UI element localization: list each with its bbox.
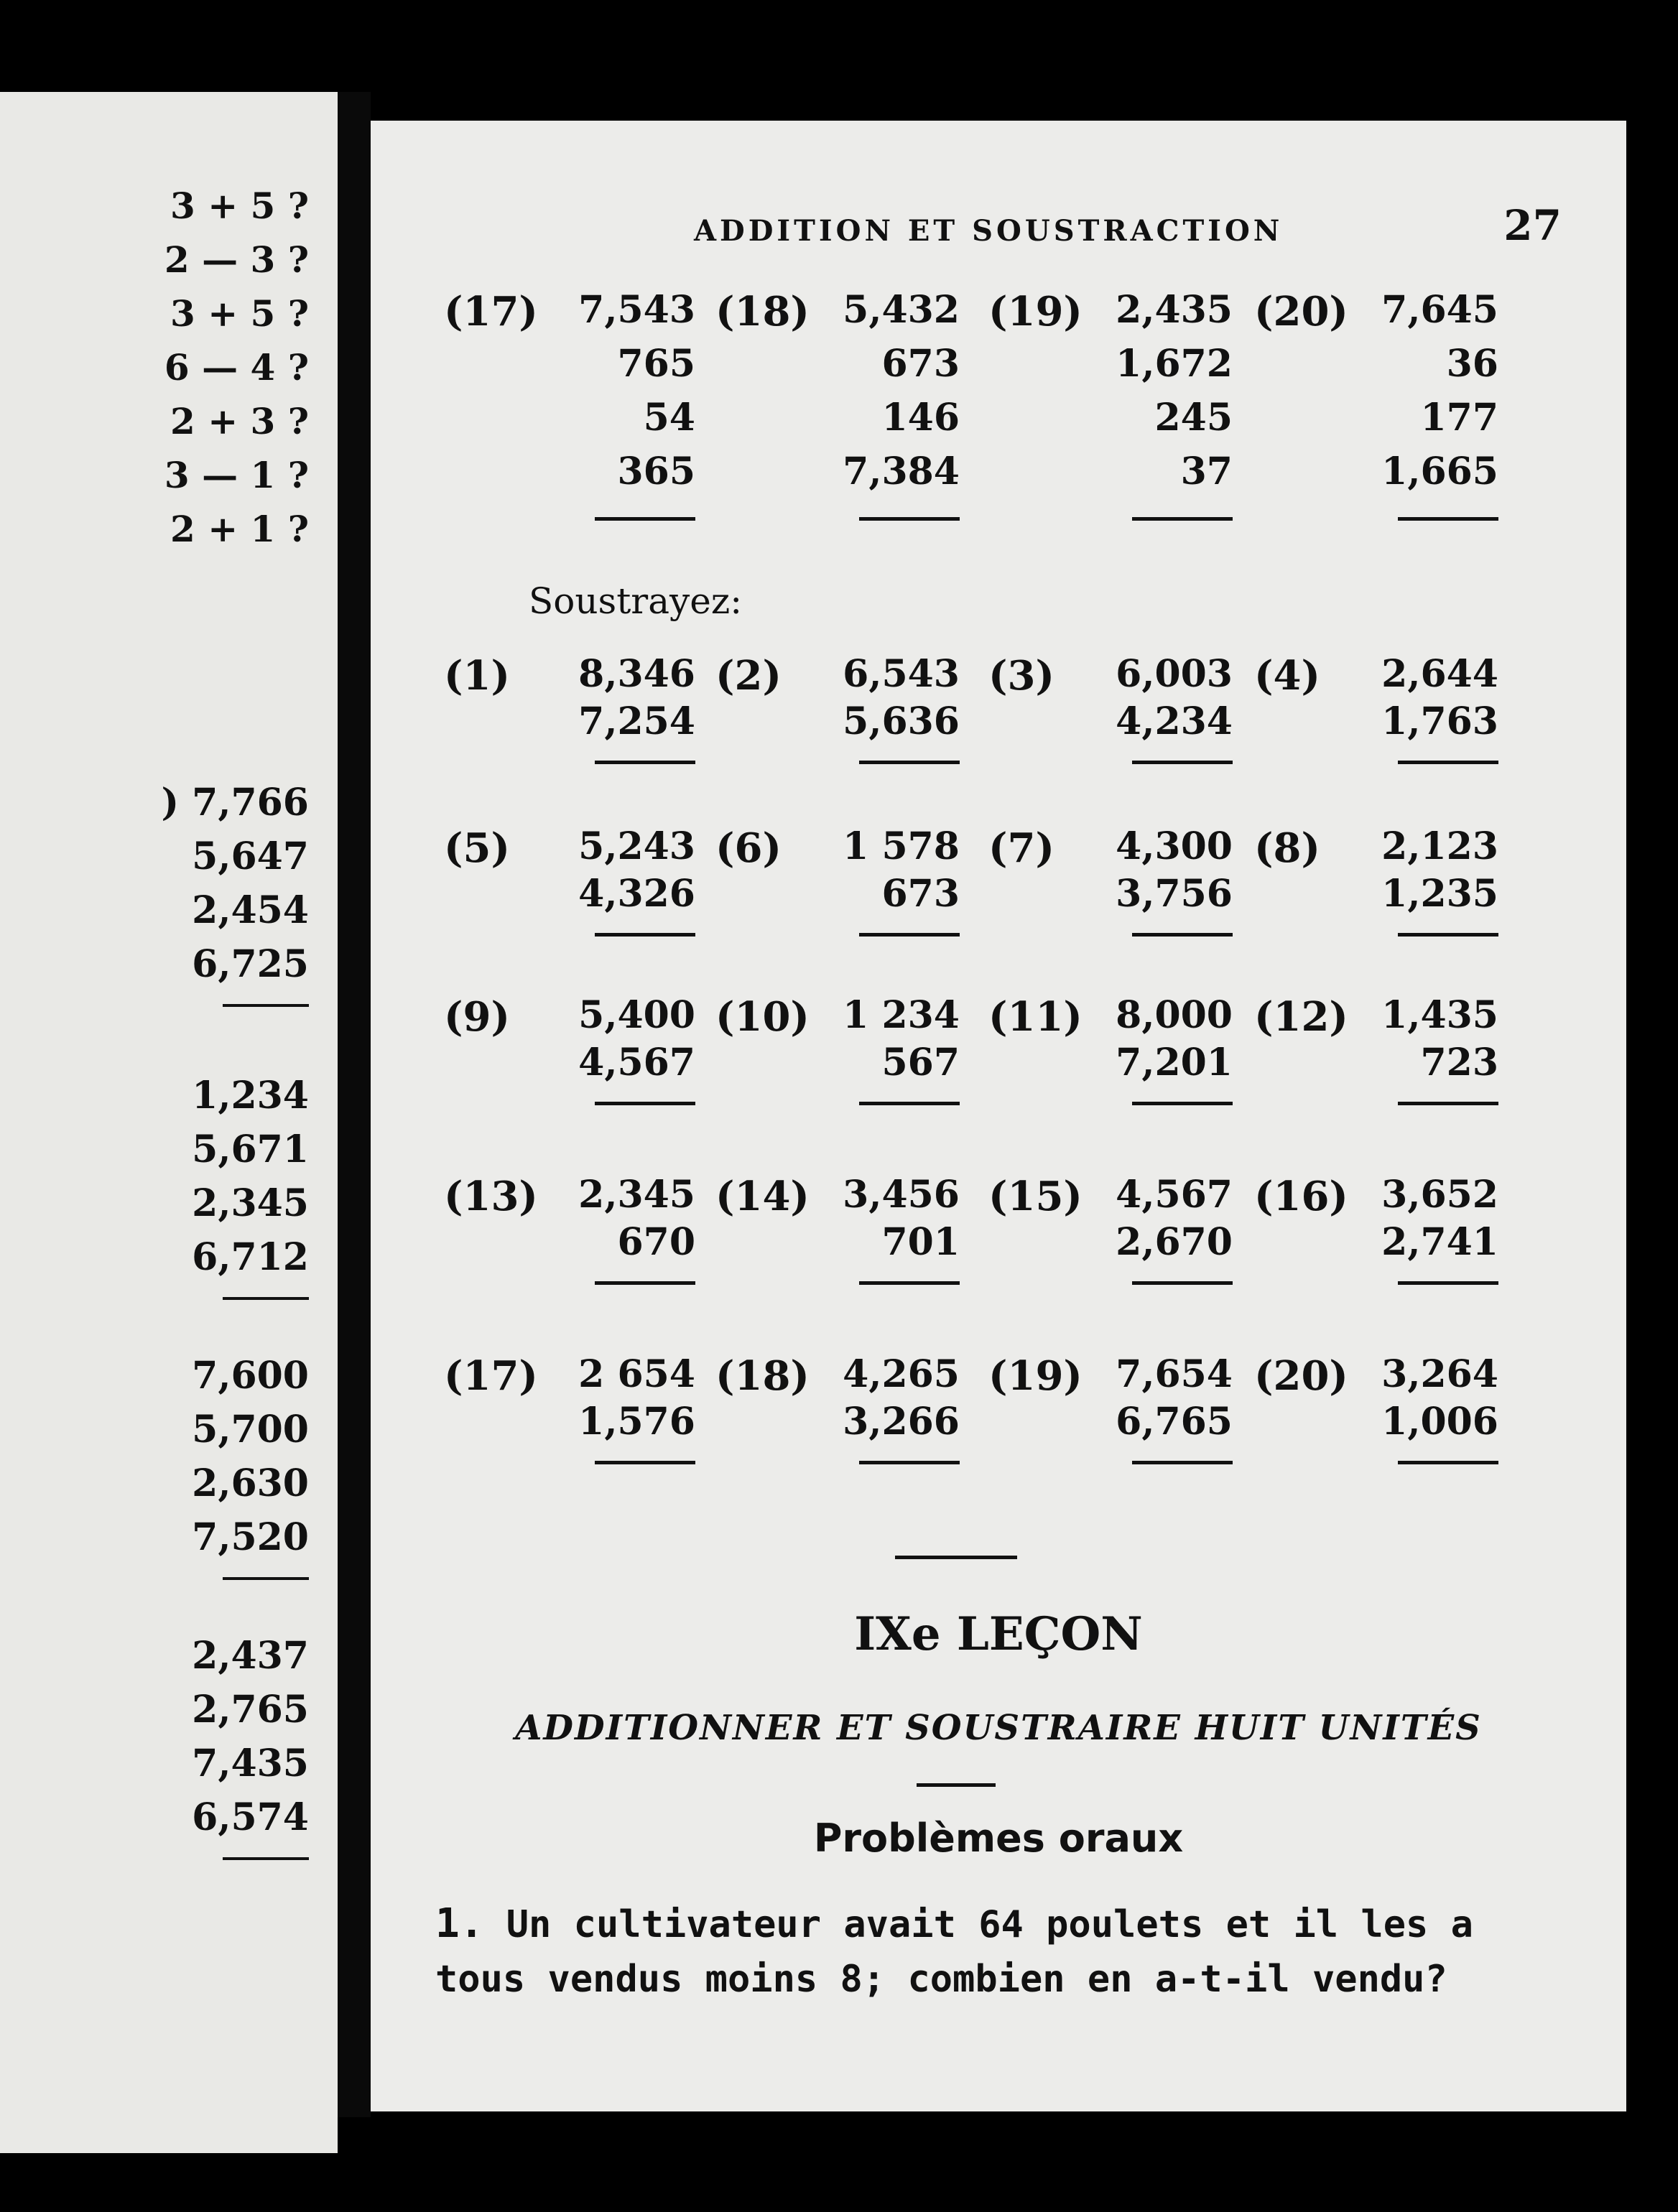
left-number: 2,765 [192, 1688, 309, 1732]
subtraction-problem [1254, 1352, 1498, 1479]
problem-operand: 245 [1154, 396, 1233, 440]
problem-operand: 7,201 [1116, 1041, 1233, 1084]
problem-operand: 4,326 [578, 872, 695, 916]
problem-operand: 365 [617, 450, 695, 493]
problem-operand: 3,266 [843, 1400, 960, 1444]
problem-operand: 146 [881, 396, 960, 440]
problem-operand: 2,670 [1116, 1220, 1233, 1264]
addition-problem [988, 288, 1233, 536]
problem-number: (3) [988, 652, 1054, 700]
problem-operand: 2,435 [1116, 288, 1233, 332]
left-number: 6,712 [192, 1235, 309, 1279]
section-heading: Problèmes oraux [813, 1816, 1184, 1861]
oral-problem-1 [435, 1895, 1556, 2007]
problem-operand: 7,654 [1116, 1352, 1233, 1396]
result-rule [859, 1461, 960, 1464]
subtraction-problem [715, 824, 960, 952]
problem-text: Un cultivateur avait 64 poulets et il les a tous vendus moins 8; combien en a-t-il vendu? [435, 1903, 1473, 2002]
left-number: 2,630 [192, 1462, 309, 1505]
problem-operand: 5,400 [578, 993, 695, 1037]
problem-number: (1) [444, 652, 510, 700]
subtraction-problem [444, 824, 695, 952]
left-oral-line: 3 — 1 ? [164, 454, 309, 496]
result-rule [1132, 517, 1233, 521]
problem-operand: 37 [1180, 450, 1233, 493]
result-rule [1398, 1461, 1498, 1464]
left-number: ) 7,766 [161, 781, 309, 824]
problem-operand: 6,543 [843, 652, 960, 696]
left-oral-line: 2 + 1 ? [170, 508, 309, 550]
problem-number: (2) [715, 652, 782, 700]
problem-number: (20) [1254, 288, 1348, 335]
page-27 [371, 121, 1626, 2111]
left-sum-rule [223, 1297, 309, 1300]
problem-operand: 670 [617, 1220, 695, 1264]
result-rule [1132, 933, 1233, 937]
addition-problem [444, 288, 695, 536]
result-rule [595, 517, 695, 521]
problem-operand: 2,345 [578, 1173, 695, 1217]
lesson-subtitle: ADDITIONNER ET SOUSTRAIRE HUIT UNITÉS [515, 1708, 1482, 1748]
left-number: 2,345 [192, 1181, 309, 1225]
subtitle-rule [917, 1783, 996, 1787]
problem-number: (19) [988, 288, 1083, 335]
problem-operand: 673 [881, 342, 960, 386]
problem-operand: 6,765 [1116, 1400, 1233, 1444]
problem-operand: 4,234 [1116, 700, 1233, 743]
result-rule [1132, 1461, 1233, 1464]
result-rule [1398, 761, 1498, 764]
left-number: 5,647 [192, 835, 309, 878]
problem-number: (10) [715, 993, 810, 1041]
problem-number: (14) [715, 1173, 810, 1220]
problem-operand: 7,543 [578, 288, 695, 332]
result-rule [1398, 517, 1498, 521]
problem-number: (16) [1254, 1173, 1348, 1220]
problem-operand: 1,665 [1381, 450, 1498, 493]
problem-operand: 1,235 [1381, 872, 1498, 916]
problem-operand: 5,432 [843, 288, 960, 332]
left-number: 7,520 [192, 1515, 309, 1559]
subtraction-problem [1254, 824, 1498, 952]
left-oral-line: 3 + 5 ? [170, 185, 309, 227]
problem-operand: 3,652 [1381, 1173, 1498, 1217]
problem-number: (12) [1254, 993, 1348, 1041]
problem-operand: 673 [881, 872, 960, 916]
problem-operand: 8,346 [578, 652, 695, 696]
result-rule [1398, 1281, 1498, 1285]
left-number: 6,574 [192, 1795, 309, 1839]
problem-operand: 2,123 [1381, 824, 1498, 868]
problem-number: (11) [988, 993, 1083, 1041]
subtraction-problem [444, 652, 695, 779]
subtract-instruction: Soustrayez: [529, 580, 743, 622]
result-rule [595, 761, 695, 764]
result-rule [1132, 1102, 1233, 1105]
result-rule [595, 1102, 695, 1105]
left-number: 2,454 [192, 888, 309, 932]
problem-operand: 4,567 [1116, 1173, 1233, 1217]
problem-number: (15) [988, 1173, 1083, 1220]
left-number: 5,700 [192, 1408, 309, 1451]
lesson-title: IXe LEÇON [854, 1607, 1143, 1661]
subtraction-problem [444, 1352, 695, 1479]
problem-number: 1. [435, 1900, 484, 1947]
problem-operand: 3,264 [1381, 1352, 1498, 1396]
subtraction-problem [1254, 993, 1498, 1120]
left-number: 7,435 [192, 1742, 309, 1785]
problem-operand: 177 [1420, 396, 1498, 440]
problem-operand: 1,435 [1381, 993, 1498, 1037]
problem-operand: 723 [1420, 1041, 1498, 1084]
problem-number: (8) [1254, 824, 1320, 872]
problem-operand: 36 [1446, 342, 1498, 386]
addition-problem [1254, 288, 1498, 536]
result-rule [859, 1281, 960, 1285]
subtraction-problem [1254, 652, 1498, 779]
problem-operand: 1 578 [843, 824, 960, 868]
problem-operand: 2 654 [578, 1352, 695, 1396]
problem-number: (4) [1254, 652, 1320, 700]
result-rule [595, 933, 695, 937]
subtraction-problem [444, 1173, 695, 1300]
problem-operand: 567 [881, 1041, 960, 1084]
problem-number: (5) [444, 824, 510, 872]
problem-number: (19) [988, 1352, 1083, 1400]
problem-operand: 1 234 [843, 993, 960, 1037]
result-rule [1398, 933, 1498, 937]
result-rule [859, 1102, 960, 1105]
problem-operand: 1,576 [578, 1400, 695, 1444]
left-oral-line: 3 + 5 ? [170, 292, 309, 335]
subtraction-problem [988, 1352, 1233, 1479]
problem-operand: 8,000 [1116, 993, 1233, 1037]
left-oral-line: 2 + 3 ? [170, 400, 309, 442]
left-sum-rule [223, 1004, 309, 1007]
result-rule [859, 517, 960, 521]
problem-operand: 4,300 [1116, 824, 1233, 868]
problem-operand: 6,003 [1116, 652, 1233, 696]
problem-number: (17) [444, 288, 538, 335]
left-sum-rule [223, 1857, 309, 1860]
left-number: 1,234 [192, 1074, 309, 1117]
left-number: 5,671 [192, 1128, 309, 1171]
left-sum-rule [223, 1577, 309, 1580]
left-oral-line: 2 — 3 ? [164, 238, 309, 281]
problem-operand: 54 [643, 396, 695, 440]
result-rule [859, 761, 960, 764]
problem-operand: 765 [617, 342, 695, 386]
problem-operand: 3,756 [1116, 872, 1233, 916]
subtraction-problem [715, 1352, 960, 1479]
problem-operand: 5,243 [578, 824, 695, 868]
left-number: 6,725 [192, 942, 309, 986]
problem-number: (18) [715, 288, 810, 335]
subtraction-problem [444, 993, 695, 1120]
problem-operand: 7,384 [843, 450, 960, 493]
divider-rule [895, 1556, 1017, 1559]
problem-operand: 1,006 [1381, 1400, 1498, 1444]
problem-number: (7) [988, 824, 1054, 872]
subtraction-problem [988, 652, 1233, 779]
result-rule [1132, 1281, 1233, 1285]
left-number: 7,600 [192, 1354, 309, 1398]
problem-number: (20) [1254, 1352, 1348, 1400]
problem-operand: 3,456 [843, 1173, 960, 1217]
left-page-fragment [0, 92, 338, 2153]
problem-operand: 4,567 [578, 1041, 695, 1084]
left-oral-line: 6 — 4 ? [164, 346, 309, 389]
problem-operand: 5,636 [843, 700, 960, 743]
running-header: ADDITION ET SOUSTRACTION [694, 214, 1284, 248]
result-rule [1398, 1102, 1498, 1105]
problem-operand: 1,763 [1381, 700, 1498, 743]
left-number: 2,437 [192, 1634, 309, 1678]
result-rule [595, 1461, 695, 1464]
subtraction-problem [988, 1173, 1233, 1300]
subtraction-problem [988, 993, 1233, 1120]
problem-operand: 7,645 [1381, 288, 1498, 332]
result-rule [1132, 761, 1233, 764]
problem-operand: 1,672 [1116, 342, 1233, 386]
result-rule [595, 1281, 695, 1285]
problem-operand: 7,254 [578, 700, 695, 743]
subtraction-problem [988, 824, 1233, 952]
subtraction-problem [715, 993, 960, 1120]
problem-operand: 2,644 [1381, 652, 1498, 696]
subtraction-problem [1254, 1173, 1498, 1300]
result-rule [859, 933, 960, 937]
subtraction-problem [715, 652, 960, 779]
problem-number: (13) [444, 1173, 538, 1220]
problem-number: (9) [444, 993, 510, 1041]
problem-operand: 701 [881, 1220, 960, 1264]
page-number: 27 [1503, 201, 1562, 250]
problem-number: (6) [715, 824, 782, 872]
book-spine [338, 92, 371, 2117]
addition-problem [715, 288, 960, 536]
problem-number: (18) [715, 1352, 810, 1400]
problem-number: (17) [444, 1352, 538, 1400]
subtraction-problem [715, 1173, 960, 1300]
problem-operand: 4,265 [843, 1352, 960, 1396]
problem-operand: 2,741 [1381, 1220, 1498, 1264]
